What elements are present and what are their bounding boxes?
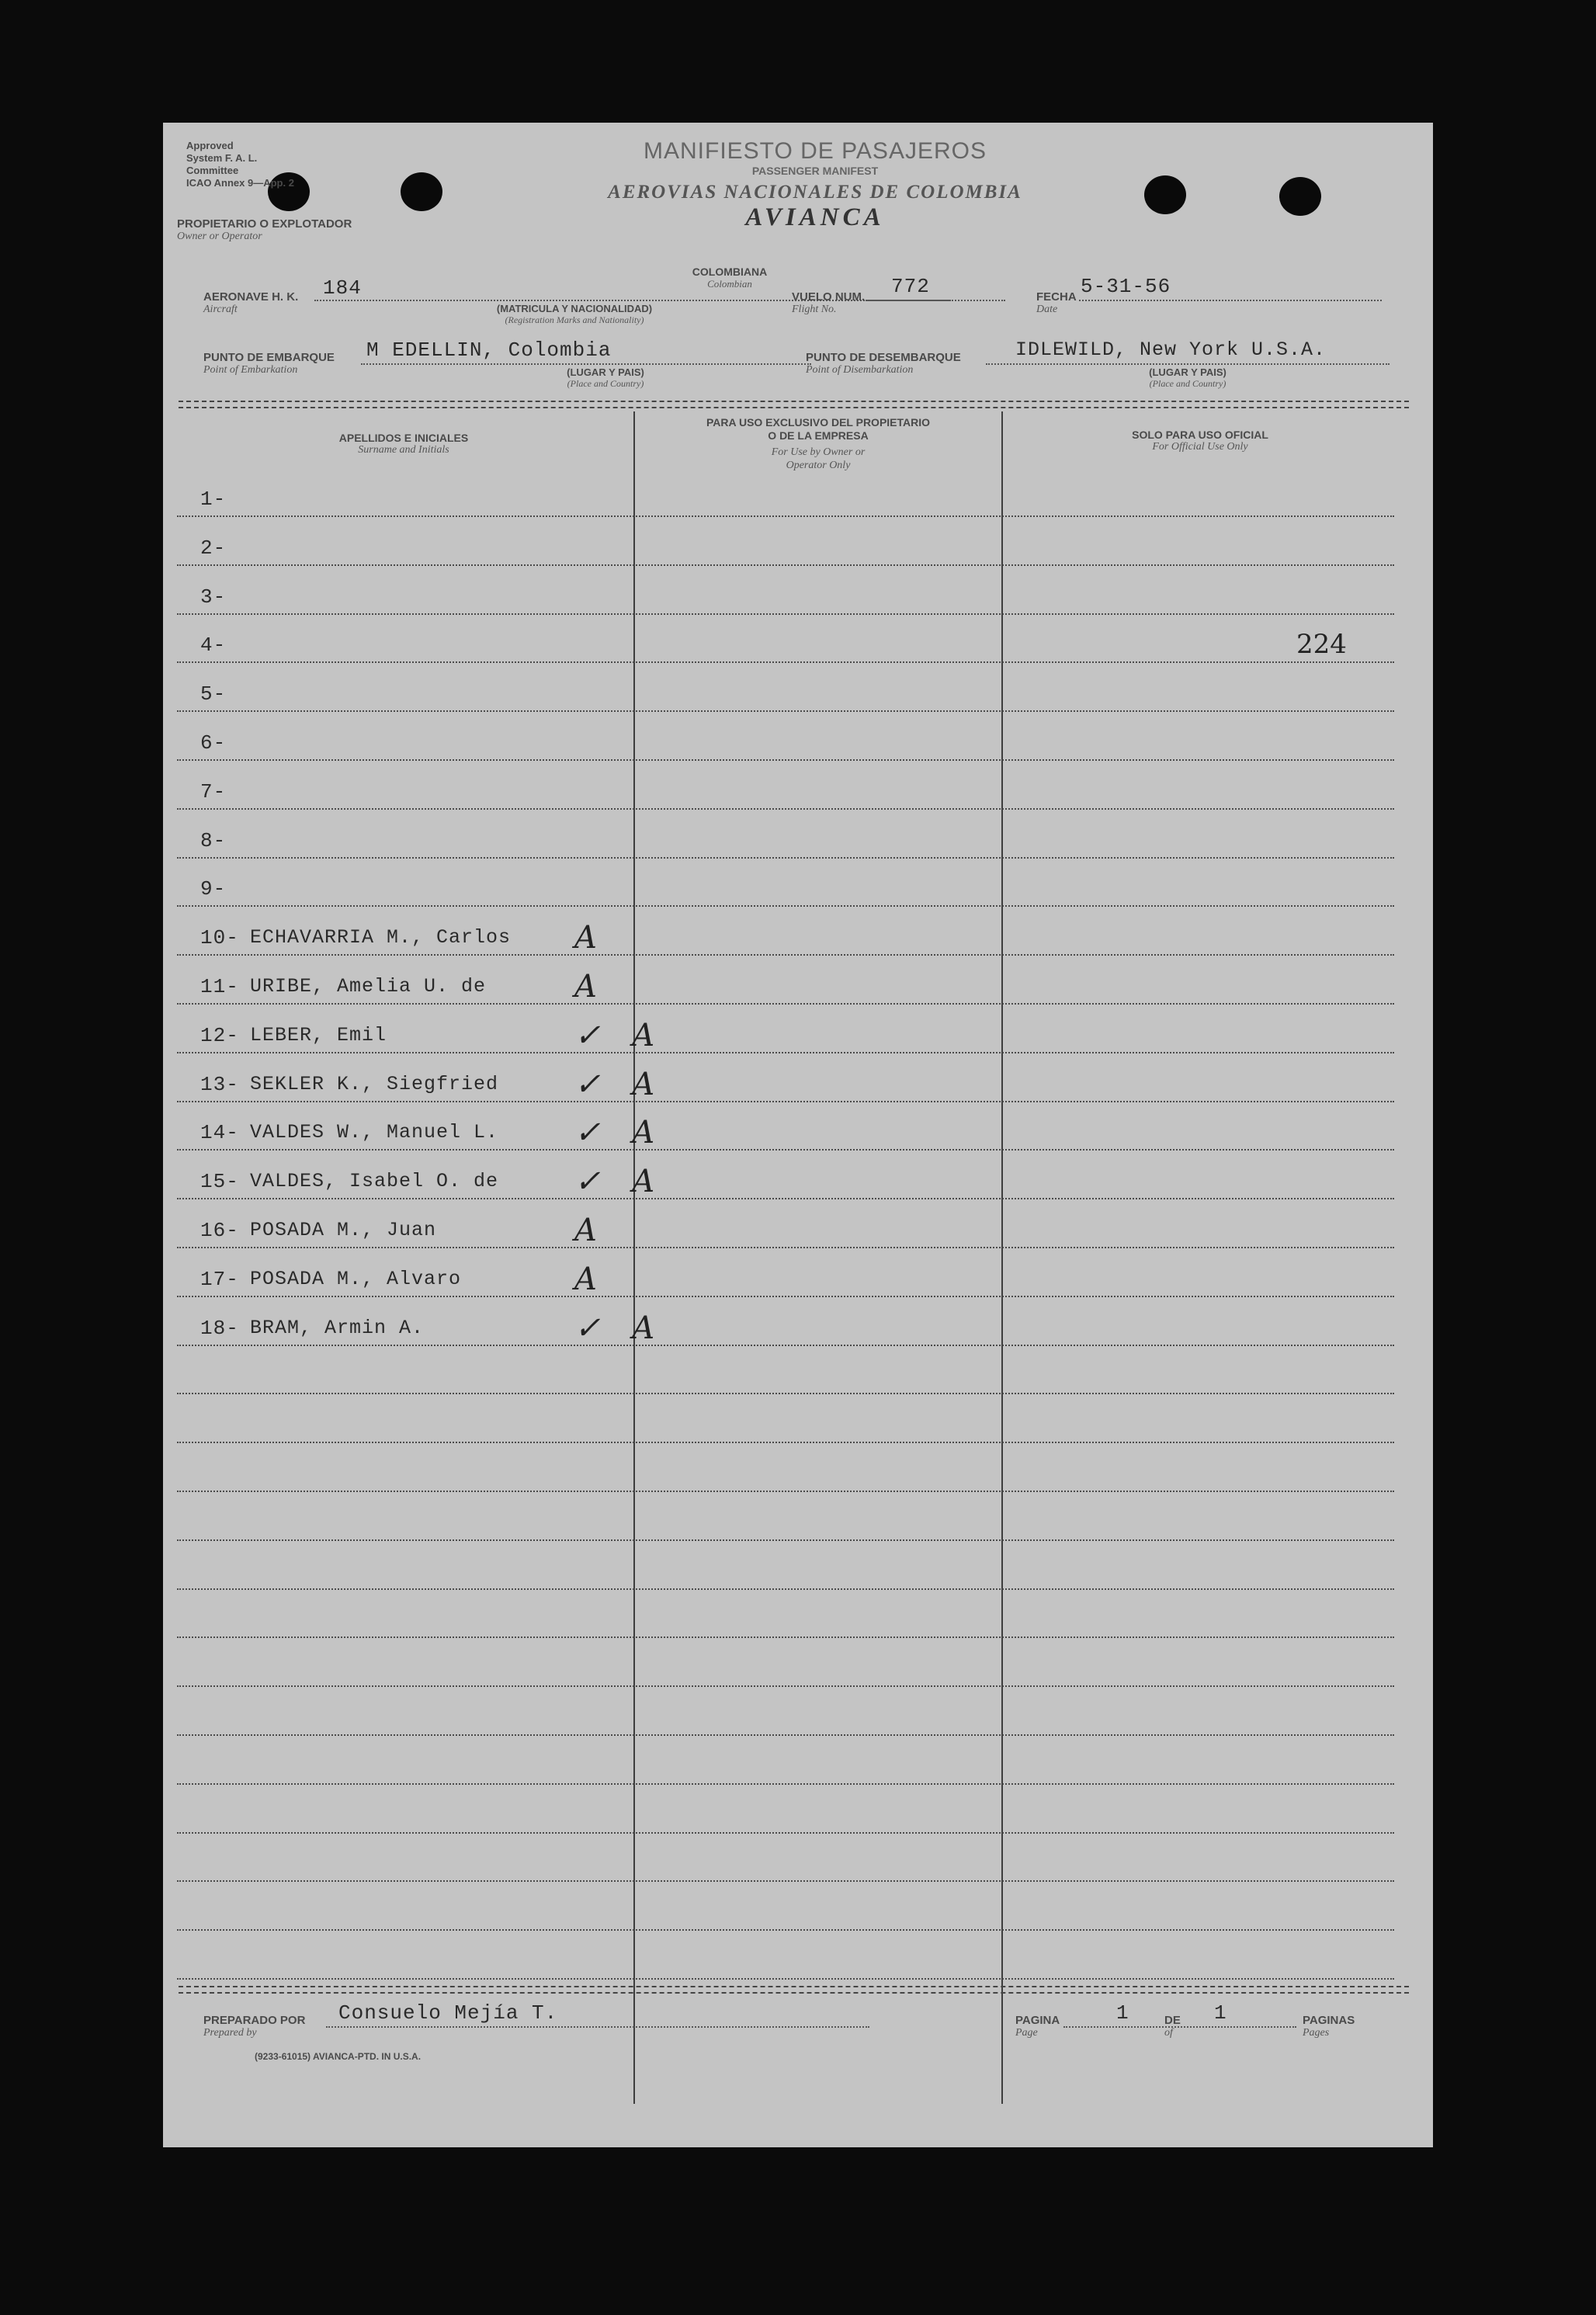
flight-label-en: Flight No.: [792, 304, 837, 315]
of-label-en: of: [1164, 2027, 1173, 2039]
prepared-underline: [326, 2026, 869, 2028]
page-title: MANIFIESTO DE PASAJEROS: [644, 138, 987, 164]
column-header-owner-en: For Use by Owner or: [771, 446, 866, 458]
table-row-line: [177, 1636, 1394, 1638]
page-number: 1: [1116, 2001, 1129, 2025]
pages-label-block: [1303, 2014, 1355, 2039]
table-row-line: [177, 857, 1394, 859]
aircraft-label: AERONAVE H. K.: [203, 290, 299, 304]
column-divider-2: [1001, 411, 1003, 2104]
handwritten-mark: ✓ A: [574, 1066, 666, 1102]
page-underline: [1063, 2026, 1296, 2028]
handwritten-mark: A: [574, 920, 608, 956]
row-number: 11-: [200, 975, 239, 998]
official-note: 224: [1296, 629, 1347, 661]
table-row-line: [177, 1198, 1394, 1199]
table-row-line: [177, 1588, 1394, 1590]
column-header-official: [1006, 429, 1394, 453]
table-row-line: [177, 1783, 1394, 1785]
aircraft-value: 184: [323, 276, 362, 300]
approved-line: Approved: [186, 140, 234, 151]
date-underline: [1079, 300, 1382, 301]
disembark-label: PUNTO DE DESEMBARQUE: [806, 351, 961, 364]
table-top-rule: [179, 401, 1409, 408]
column-header-owner-en: Operator Only: [786, 460, 851, 471]
table-row-line: [177, 1101, 1394, 1102]
page-label: PAGINA: [1015, 2014, 1060, 2027]
disembark-value: IDLEWILD, New York U.S.A.: [1015, 338, 1327, 361]
table-row-line: [177, 954, 1394, 956]
table-row-line: [177, 1052, 1394, 1053]
handwritten-mark: ✓ A: [574, 1115, 666, 1151]
passenger-name: BRAM, Armin A.: [250, 1316, 425, 1339]
owner-label: PROPIETARIO O EXPLOTADOR: [177, 217, 352, 231]
table-row-line: [177, 759, 1394, 761]
punch-hole: [1144, 175, 1186, 214]
table-row-line: [177, 1345, 1394, 1346]
row-number: 2-: [200, 536, 227, 560]
flight-label-block: [792, 290, 865, 316]
handwritten-mark: ✓ A: [574, 1310, 666, 1346]
table-row-line: [177, 661, 1394, 663]
table-row-line: [177, 1393, 1394, 1394]
table-row-line: [177, 1003, 1394, 1005]
column-header-official-es: SOLO PARA USO OFICIAL: [1132, 429, 1268, 441]
nationality-value: COLOMBIANA: [692, 266, 768, 278]
header-title-block: [520, 138, 1110, 232]
prepared-label-en: Prepared by: [203, 2027, 257, 2039]
passenger-name: LEBER, Emil: [250, 1023, 387, 1046]
table-row-line: [177, 808, 1394, 810]
passenger-name: POSADA M., Alvaro: [250, 1267, 462, 1290]
table-row-line: [177, 1832, 1394, 1834]
flight-label: VUELO NUM.: [792, 290, 866, 304]
airline-name: AEROVIAS NACIONALES DE COLOMBIA: [608, 182, 1022, 203]
table-row-line: [177, 564, 1394, 566]
disembark-place-label-en: (Place and Country): [1149, 378, 1226, 389]
table-bottom-rule: [179, 1986, 1409, 1994]
page-subtitle: PASSENGER MANIFEST: [751, 165, 879, 177]
embark-place-label: (LUGAR Y PAIS): [567, 366, 644, 378]
approved-line: System F. A. L. Committee: [186, 152, 258, 176]
passenger-name: SEKLER K., Siegfried: [250, 1072, 499, 1095]
manifest-sheet: [163, 123, 1433, 2147]
disembark-label-block: [806, 351, 961, 377]
handwritten-mark: A: [574, 969, 608, 1005]
date-label-en: Date: [1036, 304, 1058, 315]
disembark-underline: [986, 363, 1390, 365]
passenger-name: VALDES, Isabel O. de: [250, 1170, 499, 1193]
page-total: 1: [1214, 2001, 1227, 2025]
table-row-line: [177, 1978, 1394, 1980]
embark-label-en: Point of Embarkation: [203, 364, 298, 376]
passenger-name: VALDES W., Manuel L.: [250, 1121, 499, 1144]
table-row-line: [177, 1442, 1394, 1443]
row-number: 15-: [200, 1170, 239, 1194]
table-row-line: [177, 515, 1394, 517]
punch-hole: [1279, 177, 1321, 216]
column-header-owner-line: O DE LA EMPRESA: [768, 429, 869, 442]
row-number: 16-: [200, 1219, 239, 1242]
flight-underline: [866, 300, 1005, 301]
prepared-label: PREPARADO POR: [203, 2014, 306, 2027]
registration-label: (MATRICULA Y NACIONALIDAD): [496, 303, 653, 314]
embark-label: PUNTO DE EMBARQUE: [203, 351, 335, 364]
table-row-line: [177, 1929, 1394, 1931]
date-value: 5-31-56: [1081, 275, 1171, 298]
approved-block: [186, 140, 303, 189]
row-number: 1-: [200, 488, 227, 511]
row-number: 6-: [200, 731, 227, 755]
embark-label-block: [203, 351, 335, 377]
date-label-block: [1036, 290, 1077, 316]
table-row-line: [177, 613, 1394, 615]
disembark-label-en: Point of Disembarkation: [806, 364, 914, 376]
page-label-en: Page: [1015, 2027, 1038, 2039]
table-row-line: [177, 1491, 1394, 1492]
handwritten-mark: A: [574, 1261, 608, 1297]
column-header-surname-es: APELLIDOS E INICIALES: [338, 432, 469, 444]
owner-label-en: Owner or Operator: [177, 231, 262, 242]
row-number: 3-: [200, 585, 227, 609]
table-row-line: [177, 1296, 1394, 1297]
row-number: 14-: [200, 1121, 239, 1145]
date-label: FECHA: [1036, 290, 1077, 304]
table-row-line: [177, 1880, 1394, 1882]
nationality-value-en: Colombian: [707, 278, 752, 290]
table-row-line: [177, 905, 1394, 907]
column-header-owner-line: PARA USO EXCLUSIVO DEL PROPIETARIO: [706, 416, 931, 429]
aircraft-label-block: [203, 290, 298, 316]
column-divider-1: [633, 411, 635, 2104]
table-row-line: [177, 1685, 1394, 1687]
table-row-line: [177, 1247, 1394, 1248]
row-number: 7-: [200, 779, 227, 803]
page-label-block: [1015, 2014, 1060, 2039]
row-number: 9-: [200, 877, 227, 901]
column-header-surname: [179, 432, 629, 456]
punch-hole: [401, 172, 442, 211]
column-header-owner: [638, 416, 998, 472]
embark-value: M EDELLIN, Colombia: [366, 338, 612, 362]
owner-block: [177, 217, 352, 243]
row-number: 13-: [200, 1072, 239, 1096]
embark-place-block: [520, 366, 691, 390]
row-number: 5-: [200, 682, 227, 706]
table-row-line: [177, 1734, 1394, 1736]
row-number: 10-: [200, 926, 239, 950]
table-row-line: [177, 710, 1394, 712]
prepared-value: Consuelo Mejía T.: [338, 2001, 558, 2025]
approved-line: ICAO Annex 9—App. 2: [186, 177, 294, 189]
prepared-label-block: [203, 2014, 305, 2039]
table-row-line: [177, 1149, 1394, 1151]
passenger-name: POSADA M., Juan: [250, 1219, 437, 1241]
row-number: 17-: [200, 1267, 239, 1291]
passenger-name: URIBE, Amelia U. de: [250, 975, 487, 998]
registration-block: [419, 303, 730, 326]
embark-underline: [361, 363, 811, 365]
airline-short-name: AVIANCA: [745, 203, 885, 231]
column-header-surname-en: Surname and Initials: [358, 444, 449, 456]
registration-label-en: (Registration Marks and Nationality): [505, 314, 644, 325]
handwritten-mark: A: [574, 1213, 608, 1248]
pages-label-en: Pages: [1303, 2027, 1330, 2039]
nationality-block: [652, 266, 807, 290]
pages-label: PAGINAS: [1303, 2014, 1355, 2027]
disembark-place-block: [1102, 366, 1273, 390]
embark-place-label-en: (Place and Country): [567, 378, 644, 389]
of-label: DE: [1164, 2014, 1181, 2027]
disembark-place-label: (LUGAR Y PAIS): [1149, 366, 1226, 378]
handwritten-mark: ✓ A: [574, 1017, 666, 1053]
row-number: 4-: [200, 633, 227, 658]
column-header-official-en: For Official Use Only: [1152, 441, 1248, 453]
table-row-line: [177, 1539, 1394, 1541]
row-number: 8-: [200, 828, 227, 852]
handwritten-mark: ✓ A: [574, 1164, 666, 1200]
print-code: (9233-61015) AVIANCA-PTD. IN U.S.A.: [255, 2051, 422, 2062]
passenger-name: ECHAVARRIA M., Carlos: [250, 926, 512, 949]
row-number: 12-: [200, 1023, 239, 1047]
row-number: 18-: [200, 1316, 239, 1340]
aircraft-label-en: Aircraft: [203, 304, 238, 315]
flight-value: 772: [891, 275, 930, 298]
